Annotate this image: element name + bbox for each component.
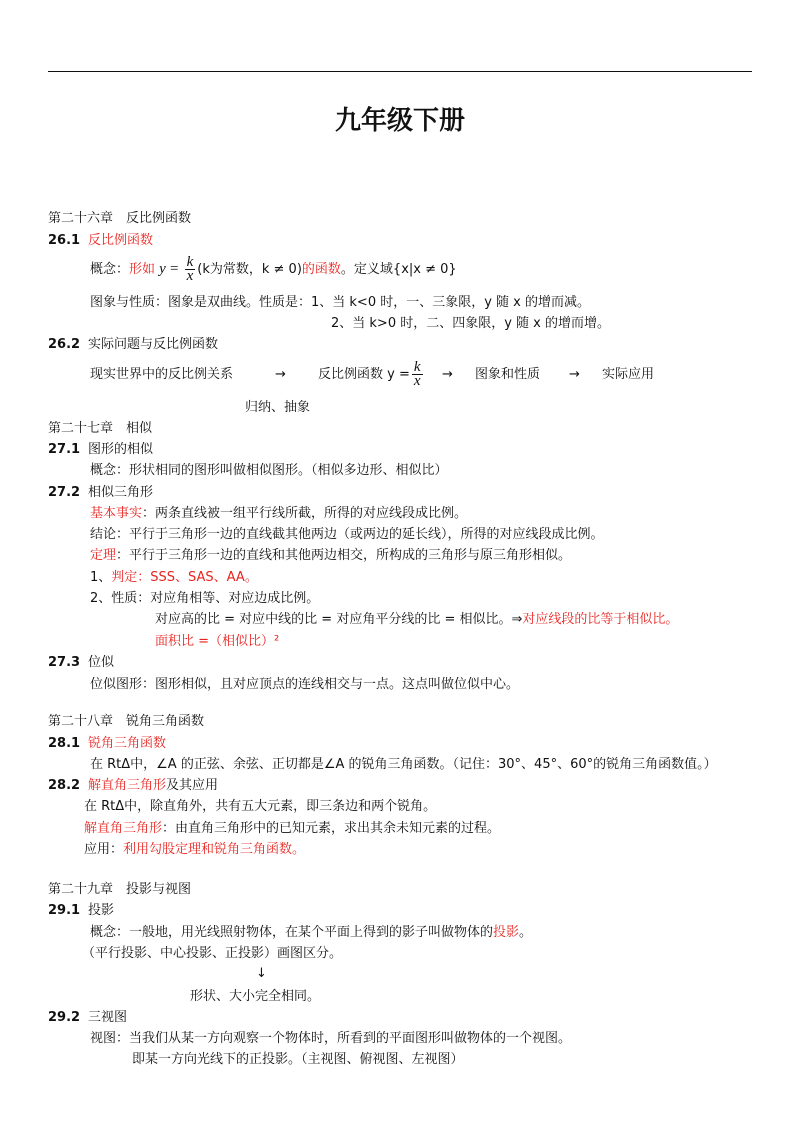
solve-text: ：由直角三角形中的已知元素，求出其余未知元素的过程。 xyxy=(162,821,501,836)
solve-definition xyxy=(84,820,500,838)
section-title-red: 解直角三角形 xyxy=(88,778,167,793)
concept-red-text: 形如 xyxy=(129,262,156,277)
section-28-2 xyxy=(48,777,218,795)
orthographic-text: 即某一方向光线下的正投影。（主视图、俯视图、左视图） xyxy=(132,1052,464,1067)
section-number: 27.3 xyxy=(48,655,81,670)
concept-label: 概念： xyxy=(90,262,130,277)
section-29-2 xyxy=(48,1009,127,1027)
section-27-2 xyxy=(48,484,153,502)
flow-step-2 xyxy=(318,358,425,392)
section-title: 图形的相似 xyxy=(88,442,154,457)
section-title: 反比例函数 xyxy=(88,233,154,248)
fraction-numerator: k xyxy=(186,254,194,270)
projection-red: 投影 xyxy=(493,925,520,940)
projection-concept-text: 概念：一般地，用光线照射物体，在某个平面上得到的影子叫做物体的 xyxy=(90,925,494,940)
flow-step-1: 现实世界中的反比例关系 xyxy=(90,367,234,382)
fraction-k-over-x xyxy=(412,361,423,388)
conclusion: 结论：平行于三角形一边的直线截其他两边（或两边的延长线），所得的对应线段成比例。 xyxy=(90,527,604,542)
formula-y: y xyxy=(159,261,166,277)
section-number: 26.1 xyxy=(48,233,81,248)
application-text: 利用勾股定理和锐角三角函数。 xyxy=(123,842,306,857)
view-definition: 视图：当我们从某一方向观察一个物体时，所看到的平面图形叫做物体的一个视图。 xyxy=(90,1031,572,1046)
graph-property-line-1: 图象与性质：图象是双曲线。性质是：1、当 k<0 时，一、三象限，y 随 x 的增而减。 xyxy=(90,295,591,310)
section-number: 27.2 xyxy=(48,485,81,500)
solve-label: 解直角三角形 xyxy=(84,821,163,836)
section-29-1 xyxy=(48,902,114,920)
fraction-numerator: k xyxy=(413,359,421,375)
chapter-27-heading: 第二十七章 相似 xyxy=(48,421,153,436)
section-number: 29.1 xyxy=(48,903,81,918)
same-shape-text: 形状、大小完全相同。 xyxy=(190,989,321,1004)
application xyxy=(84,841,305,859)
trig-text: 在 RtΔ中，∠A 的正弦、余弦、正切都是∠A 的锐角三角函数。（记住：30°、45°、60°的锐角三角函数值。） xyxy=(90,757,717,772)
section-number: 28.1 xyxy=(48,736,81,751)
ratio-text: 对应高的比 = 对应中线的比 = 对应角平分线的比 = 相似比。⇒ xyxy=(155,612,523,627)
fraction-denominator: x xyxy=(186,268,194,284)
graph-property-line-2: 2、当 k>0 时，二、四象限，y 随 x 的增而增。 xyxy=(331,316,611,331)
judgement-prefix: 1、 xyxy=(90,570,112,585)
projection-types: （平行投影、中心投影、正投影）画图区分。 xyxy=(82,946,343,961)
flow-note: 归纳、抽象 xyxy=(245,400,311,415)
section-title: 投影 xyxy=(88,903,115,918)
section-number: 27.1 xyxy=(48,442,81,457)
flow-step-3: 图象和性质 xyxy=(475,367,541,382)
section-title: 相似三角形 xyxy=(88,485,154,500)
flow-arrow-3: → xyxy=(569,367,580,382)
basic-fact-label: 基本事实 xyxy=(90,506,143,521)
ratio-line xyxy=(155,611,678,629)
section-27-1 xyxy=(48,441,153,459)
fraction-denominator: x xyxy=(413,373,421,389)
page-title: 九年级下册 xyxy=(334,106,465,136)
section-26-2 xyxy=(48,336,218,354)
flow-arrow-1: → xyxy=(275,367,286,382)
section-title: 位似 xyxy=(88,655,115,670)
section-26-1 xyxy=(48,232,153,250)
projection-end: 。 xyxy=(519,925,533,940)
concept-domain: 。定义域{x|x ≠ 0} xyxy=(340,262,457,277)
application-label: 应用： xyxy=(84,842,124,857)
homothety-text: 位似图形：图形相似，且对应顶点的连线相交与一点。这点叫做位似中心。 xyxy=(90,677,520,692)
judgement-text: 判定：SSS、SAS、AA。 xyxy=(111,570,258,585)
elements-text: 在 RtΔ中，除直角外，共有五大元素，即三条边和两个锐角。 xyxy=(84,799,437,814)
top-rule xyxy=(48,71,752,72)
theorem-text: ：平行于三角形一边的直线和其他两边相交，所构成的三角形与原三角形相似。 xyxy=(116,548,572,563)
section-title-rest: 及其应用 xyxy=(166,778,219,793)
section-28-1 xyxy=(48,735,166,753)
formula-equals: = xyxy=(169,261,179,277)
section-number: 29.2 xyxy=(48,1010,81,1025)
theorem-label: 定理 xyxy=(90,548,117,563)
judgement xyxy=(90,569,258,587)
section-27-3 xyxy=(48,654,114,672)
flow-arrow-2: → xyxy=(442,367,453,382)
basic-fact xyxy=(90,505,467,523)
concept-26-1 xyxy=(90,253,457,286)
section-title: 实际问题与反比例函数 xyxy=(88,337,219,352)
concept-27-1: 概念：形状相同的图形叫做相似图形。（相似多边形、相似比） xyxy=(90,463,448,478)
projection-concept xyxy=(90,924,532,942)
formula-condition: (k为常数，k ≠ 0) xyxy=(197,262,302,277)
chapter-26-heading: 第二十六章 反比例函数 xyxy=(48,211,192,226)
down-arrow-icon: ↓ xyxy=(256,966,267,981)
chapter-29-heading: 第二十九章 投影与视图 xyxy=(48,882,192,897)
chapter-28-heading: 第二十八章 锐角三角函数 xyxy=(48,714,205,729)
section-number: 26.2 xyxy=(48,337,81,352)
flow-step-4: 实际应用 xyxy=(602,367,655,382)
ratio-red: 对应线段的比等于相似比。 xyxy=(522,612,679,627)
theorem xyxy=(90,547,571,565)
area-ratio: 面积比 =（相似比）² xyxy=(155,634,280,649)
basic-fact-text: ：两条直线被一组平行线所截，所得的对应线段成比例。 xyxy=(142,506,468,521)
flow-step-2-label: 反比例函数 y = xyxy=(318,367,410,382)
fraction-k-over-x xyxy=(185,256,196,283)
property: 2、性质：对应角相等、对应边成比例。 xyxy=(90,591,320,606)
section-number: 28.2 xyxy=(48,778,81,793)
concept-red-function: 的函数 xyxy=(301,262,341,277)
section-title: 三视图 xyxy=(88,1010,128,1025)
section-title: 锐角三角函数 xyxy=(88,736,167,751)
